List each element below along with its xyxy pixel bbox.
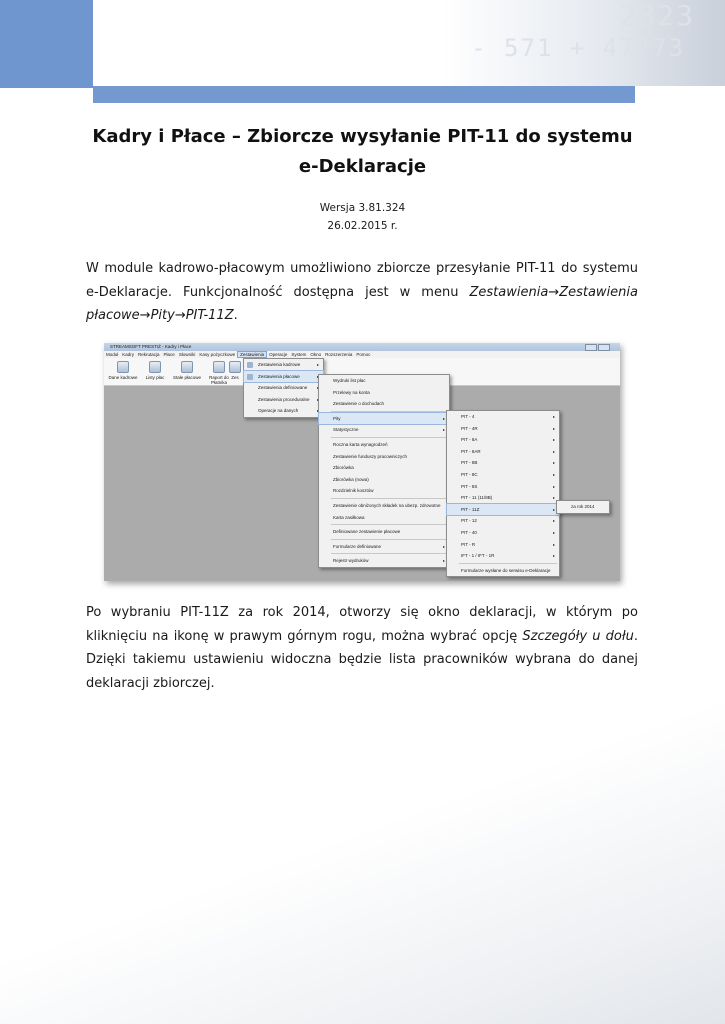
version-date: 26.02.2015 r. — [327, 220, 398, 232]
menu-item[interactable]: PIT - 40 ▸ — [461, 529, 555, 535]
menu-item[interactable]: PIT - 12 ▸ — [461, 518, 555, 524]
toolbar-zes[interactable] — [228, 361, 242, 380]
pity-submenu — [446, 410, 560, 577]
title-line-1: Kadry i Płace – Zbiorcze wysyłanie PIT-11 do systemu — [92, 126, 633, 147]
menu-item[interactable]: Pity ▸ — [319, 413, 449, 425]
menu-operacje[interactable]: Operacje — [269, 352, 288, 357]
menu-item[interactable]: Zestawienia definiowane — [258, 385, 308, 391]
version-info — [0, 199, 725, 235]
second-text-1: Po wybraniu PIT-11Z za rok 2014, otworzy się okno deklaracji, w którym po kliknięciu na ikonę w prawym górnym rogu, można wybrać opcję — [86, 605, 638, 644]
menu-item[interactable]: Zestawienia płacowe — [244, 371, 323, 383]
menu-item[interactable]: Zestawienia kadrowe ▸ — [244, 359, 323, 371]
option-name: Szczegóły u dołu — [522, 628, 634, 644]
header-blue-bar — [93, 86, 635, 103]
title-line-2: e-Deklaracje — [298, 156, 427, 177]
header-watermark-digits — [471, 0, 695, 64]
menu-rekrutacja[interactable]: Rekrutacja — [138, 352, 160, 357]
menu-kadry[interactable]: Kadry — [122, 352, 135, 357]
app-window-title: STREAMSOFT PRESTIŻ - Kadry i Płace — [110, 344, 192, 349]
menu-item[interactable]: Wydruki list płac — [333, 378, 366, 383]
minimize-icon[interactable] — [585, 344, 597, 351]
placowe-submenu — [318, 374, 450, 568]
menu-item[interactable]: PIT - 8C ▸ — [461, 471, 555, 477]
app-menubar — [104, 351, 620, 358]
payroll-icon — [149, 361, 161, 373]
constants-icon — [181, 361, 193, 373]
menu-item[interactable]: PIT - 4R ▸ — [461, 425, 555, 431]
zestawienia-menu — [243, 358, 324, 418]
toolbar-label: Raport do Płatnika — [209, 375, 229, 385]
menu-item[interactable]: Operacje na danych — [258, 408, 299, 414]
list-icon — [247, 362, 253, 368]
menu-place[interactable]: Płace — [163, 352, 175, 357]
maximize-icon[interactable] — [598, 344, 610, 351]
intro-end: . — [233, 308, 238, 323]
toolbar-stale-placowe[interactable] — [170, 361, 204, 380]
employee-icon — [117, 361, 129, 373]
menu-item[interactable]: Roczna karta wynagrodzeń — [333, 441, 388, 447]
menu-slowniki[interactable]: Słowniki — [178, 352, 196, 357]
menu-item[interactable]: Zestawienie o dochodach — [333, 401, 385, 407]
menu-item[interactable]: Rejestr wydruków ▸ — [333, 558, 445, 564]
menu-item[interactable]: PIT - 8A ▸ — [461, 437, 555, 443]
menu-item[interactable]: Definiowane zestawienie płacowe — [333, 529, 401, 535]
app-screenshot — [104, 343, 620, 581]
toolbar-dane-kadrowe[interactable] — [106, 361, 140, 380]
menu-item[interactable]: PIT - 8S ▸ — [461, 483, 555, 489]
second-text-2: . Dzięki takiemu ustawieniu widoczna będzie lista pracowników wybrana do danej deklaracji zbiorczej. — [86, 628, 638, 691]
toolbar-label: Dane kadrowe — [108, 375, 138, 380]
app-titlebar — [104, 343, 620, 351]
menu-system[interactable]: System — [291, 352, 307, 357]
watermark-digits-1: 2323 — [619, 0, 695, 32]
menu-item[interactable]: Formularze wysłane do serwisu e-Deklaracje — [461, 567, 551, 573]
version-number: Wersja 3.81.324 — [319, 202, 406, 214]
header-blue-block — [0, 0, 93, 88]
menu-item[interactable]: PIT - 8AR ▸ — [461, 448, 555, 454]
menu-path: Zestawienia→Zestawienia płacowe→Pity→PIT-11Z — [86, 284, 638, 323]
window-buttons — [584, 344, 618, 350]
menu-item[interactable]: IFT - 1 / IFT - 1R ▸ — [461, 553, 555, 559]
toolbar-label: Zes — [231, 375, 239, 380]
menu-pomoc[interactable]: Pomoc — [356, 352, 371, 357]
menu-item[interactable]: za rok 2014 — [571, 504, 595, 509]
menu-item[interactable]: Zestawienie funduszy pracowniczych — [333, 453, 408, 459]
intro-paragraph — [86, 257, 638, 328]
menu-item[interactable]: PIT - 4 ▸ — [461, 414, 555, 419]
toolbar-label: Listy płac — [145, 375, 165, 380]
report-icon — [229, 361, 241, 373]
toolbar-listy-plac[interactable] — [138, 361, 172, 380]
year-submenu — [556, 500, 610, 514]
report-icon — [213, 361, 225, 373]
menu-item[interactable]: Zestawienie obniżonych składek na ubezp. zdrowotne — [333, 502, 441, 508]
menu-item[interactable]: Rozdzielnik kosztów — [333, 488, 374, 494]
menu-zestawienia[interactable]: Zestawienia — [237, 351, 267, 358]
menu-item[interactable]: PIT - 11 (11/8B) ▸ — [461, 495, 555, 501]
menu-item[interactable]: PIT - R ▸ — [461, 541, 555, 547]
watermark-digits-2: - 571 + 47773 — [471, 34, 685, 62]
toolbar-label: Stałe płacowe — [172, 375, 202, 380]
menu-kasy[interactable]: Kasy pożyczkowe — [199, 352, 236, 357]
menu-item[interactable]: Statystyczne ▸ — [333, 427, 445, 433]
menu-item[interactable]: Karta zasiłkowa — [333, 514, 365, 520]
menu-item[interactable]: Przelewy na konta — [333, 389, 370, 395]
menu-okno[interactable]: Okno — [310, 352, 322, 357]
menu-rozszerzenia[interactable]: Rozszerzenia — [325, 352, 353, 357]
menu-item[interactable]: Zbiorówka (nowa) — [333, 476, 369, 482]
menu-item[interactable]: PIT - 11Z ▸ — [447, 504, 559, 516]
second-paragraph — [86, 601, 638, 695]
document-title — [60, 122, 665, 182]
page-corner-shading — [0, 694, 725, 1024]
intro-text: W module kadrowo-płacowym umożliwiono zbiorcze przesyłanie PIT-11 do systemu e-Deklaracje. Funkcjonalność dostępna jest w menu — [86, 261, 638, 300]
menu-item[interactable]: PIT - 8B ▸ — [461, 460, 555, 466]
menu-item[interactable]: Formularze definiowane ▸ — [333, 543, 445, 549]
menu-item[interactable]: Zbiorówka — [333, 465, 354, 471]
list-icon — [247, 374, 253, 380]
menu-item[interactable]: Zestawienia proceduralne — [258, 396, 310, 402]
menu-modul[interactable]: Moduł — [106, 352, 119, 357]
